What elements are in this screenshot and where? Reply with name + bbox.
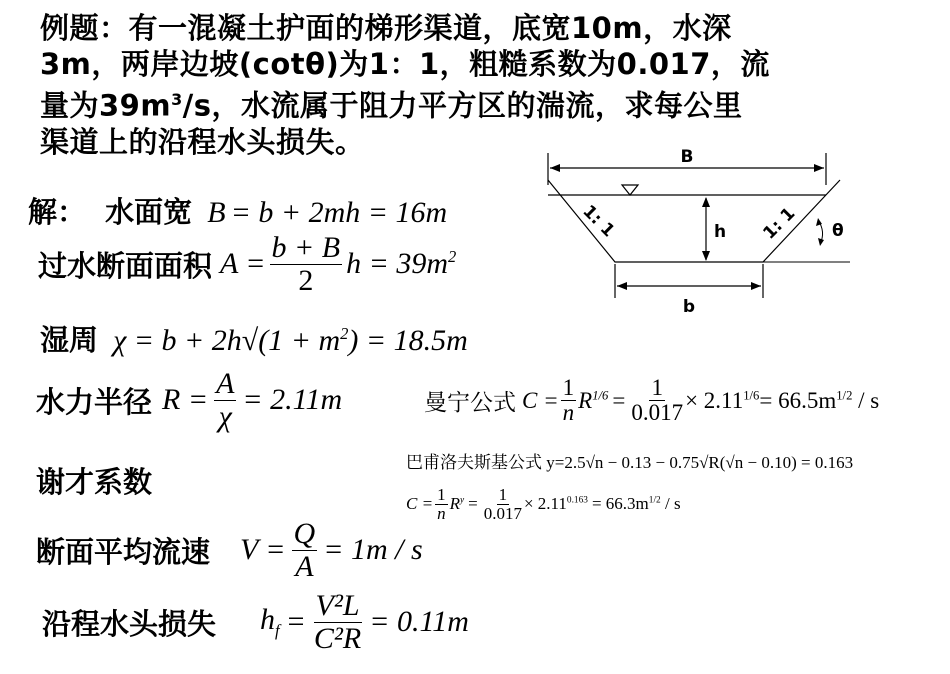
manning-name: 曼宁公式 [424,390,516,416]
mean-velocity-result: = 1m / s [323,533,423,566]
head-loss-fraction: $\frac{\text{V²L}}{\text{C²R}}$ [313,589,362,655]
pavlovsky-name: 巴甫洛夫斯基公式 [406,453,542,472]
surface-width-formula: = b + 2mh = 16m [230,196,448,229]
problem-line-2: 3m，两岸边坡(cotθ)为1：1，粗糙系数为0.017，流 [40,47,770,81]
trapezoid-channel-diagram [530,140,860,317]
pavlovsky-chezy: C = $\frac{1}{n}$ $R^y$ = $\frac{1}{0.017}$ × $2.11^{0.163}$ = $66.3m^{1/2}$ / s [406,485,681,523]
flow-area-lhs: A = [220,247,266,280]
mean-velocity-fraction: $\frac{Q}{A}$ [293,517,316,583]
problem-line-3: 量为$39m^3/s$，水流属于阻力平方区的湍流，求每公里 [40,88,743,123]
solution-prefix: 解： [28,195,87,229]
step-surface-width [28,190,447,231]
wetted-perimeter-label: 湿周 [40,323,99,357]
head-loss-lhs: $h_f$ [260,603,280,640]
chezy-coefficient-label: 谢才系数 [36,465,153,499]
pavlovsky-formula [406,448,853,473]
surface-width-label: 水面宽 [105,195,193,229]
hydraulic-radius-fraction: $\frac{A}{\chi}$ [216,367,235,433]
slope-left-label: 1: 1 [578,201,619,242]
top-width-label: B [680,147,694,167]
pavlovsky-expression: y=2.5√n − 0.13 − 0.75√R(√n − 0.10) = 0.163 [546,453,854,472]
problem-line-1: 例题：有一混凝土护面的梯形渠道，底宽10m，水深 [40,11,732,45]
flow-area-label: 过水断面面积 [38,248,213,283]
mean-velocity-label: 断面平均流速 [36,534,211,569]
step-mean-velocity [36,518,423,582]
step-wetted-perimeter [40,318,468,359]
flow-area-result: $h = 39m^2$ [346,247,457,280]
step-flow-area [38,232,456,296]
manning-formula: 曼宁公式 C = $\frac{1}{n}$ $R^{1/6}$ = $\frac{1}{0.017}$ × $2.11^{1/6}$ = $66.5m^{1/2}$ / s [424,375,880,426]
surface-width-lhs: B [207,196,226,229]
step-head-loss: 沿程水头损失 $h_f$ = $\frac{\text{V²L}}{\text{C²R}}$ = 0.11m [42,589,469,655]
hydraulic-radius-label: 水力半径 [36,384,153,419]
problem-statement [40,10,840,160]
head-loss-label: 沿程水头损失 [42,606,217,641]
problem-line-4: 渠道上的沿程水头损失。 [40,124,365,159]
slope-right-label: 1: 1 [759,203,800,244]
wetted-perimeter-formula: $\chi = b + 2h√(1 + m^2) = 18.5m$ [113,324,468,357]
depth-label: h [714,222,727,242]
bottom-width-label: b [682,297,696,317]
hydraulic-radius-lhs: R = [162,383,209,416]
head-loss-result: = 0.11m [369,605,469,638]
angle-label: θ [832,221,844,241]
hydraulic-radius-result: = 2.11m [242,383,343,416]
step-hydraulic-radius [36,368,342,432]
water-level-icon [622,185,638,195]
flow-area-fraction: $\frac{b + B}{2}$ [271,231,341,297]
mean-velocity-lhs: V = [240,533,286,566]
